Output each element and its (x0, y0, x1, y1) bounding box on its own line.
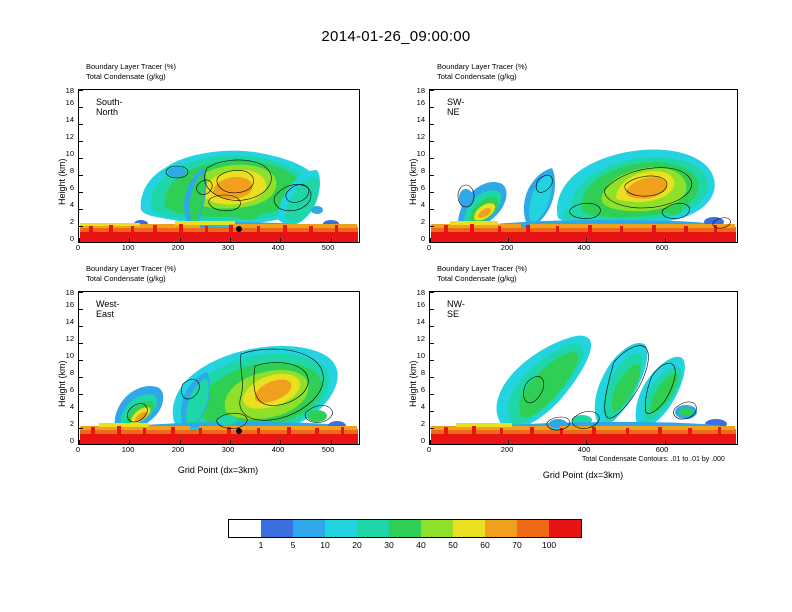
y-tickmark (430, 343, 434, 344)
colorbar-label-6: 50 (448, 540, 458, 550)
panel-label-west-east: West-East (96, 299, 120, 319)
x-axis-label-4: Grid Point (dx=3km) (542, 470, 624, 480)
colorbar-label-1: 5 (290, 540, 296, 550)
y-tick-3-5: 10 (65, 351, 74, 360)
x-tickmark (180, 440, 181, 444)
colorbar-labels (0, 540, 792, 554)
cross-section-plot-2 (430, 90, 737, 242)
x-tick-1-5: 500 (321, 243, 335, 252)
colorbar-swatch-6 (421, 520, 453, 537)
y-tickmark (430, 192, 434, 193)
x-tick-4-3: 600 (655, 445, 669, 454)
y-tick-4-8: 16 (416, 300, 425, 309)
y-tickmark (430, 377, 434, 378)
x-tickmark (79, 440, 80, 444)
colorbar-label-5: 40 (416, 540, 426, 550)
header-line-2-2: Total Condensate (g/kg) (437, 72, 517, 81)
y-tick-2-1: 2 (420, 217, 425, 226)
y-tickmark (430, 175, 434, 176)
plot-area-nw-se[interactable] (429, 291, 738, 445)
x-axis-label-3: Grid Point (dx=3km) (177, 465, 259, 475)
colorbar-label-3: 20 (352, 540, 362, 550)
y-tick-1-8: 16 (65, 98, 74, 107)
y-axis-label-2: Height (km) (408, 158, 418, 205)
y-tickmark (430, 411, 434, 412)
y-tickmark (79, 360, 83, 361)
plot-area-sw-ne[interactable] (429, 89, 738, 243)
y-tickmark (79, 141, 83, 142)
y-tick-4-2: 4 (420, 402, 425, 411)
y-tickmark (430, 394, 434, 395)
header-line-1-3: Boundary Layer Tracer (%) (86, 264, 177, 273)
x-tick-3-0: 0 (75, 445, 81, 454)
x-tick-3-1: 100 (121, 445, 135, 454)
y-tick-2-4: 8 (420, 166, 425, 175)
panel-header-4 (437, 264, 527, 284)
colorbar-swatch-5 (389, 520, 421, 537)
x-tick-1-0: 0 (75, 243, 81, 252)
y-tick-1-5: 10 (65, 149, 74, 158)
colorbar-label-8: 70 (512, 540, 522, 550)
plot-area-west-east[interactable] (78, 291, 360, 445)
colorbar-label-0: 1 (258, 540, 264, 550)
y-tick-3-2: 4 (69, 402, 74, 411)
y-tick-3-6: 12 (65, 334, 74, 343)
colorbar-swatch-10 (549, 520, 581, 537)
y-tick-4-5: 10 (416, 351, 425, 360)
y-tickmark (430, 90, 434, 91)
x-tickmark (331, 440, 332, 444)
colorbar-swatch-8 (485, 520, 517, 537)
y-tickmark (79, 175, 83, 176)
y-tickmark (430, 226, 434, 227)
x-tickmark (665, 238, 666, 242)
y-tick-3-3: 6 (69, 385, 74, 394)
colorbar[interactable] (228, 519, 582, 538)
y-tick-3-1: 2 (69, 419, 74, 428)
panel-header-1 (86, 62, 176, 82)
x-tickmark (280, 238, 281, 242)
y-tickmark (430, 124, 434, 125)
x-tickmark (331, 238, 332, 242)
x-tickmark (586, 238, 587, 242)
y-tick-2-0: 0 (420, 234, 425, 243)
x-tick-2-1: 200 (500, 243, 514, 252)
x-tickmark (230, 238, 231, 242)
y-tickmark (430, 309, 434, 310)
colorbar-swatch-1 (261, 520, 293, 537)
y-axis-label-4: Height (km) (408, 360, 418, 407)
y-tickmark (430, 141, 434, 142)
y-tickmark (79, 107, 83, 108)
x-tick-1-3: 300 (221, 243, 235, 252)
y-tick-1-6: 12 (65, 132, 74, 141)
y-tick-4-0: 0 (420, 436, 425, 445)
y-tickmark (430, 292, 434, 293)
x-tick-1-2: 200 (171, 243, 185, 252)
y-tick-3-4: 8 (69, 368, 74, 377)
colorbar-label-7: 60 (480, 540, 490, 550)
header-line-1-4: Boundary Layer Tracer (%) (437, 264, 528, 273)
y-tick-4-9: 18 (416, 288, 425, 297)
header-line-2: Total Condensate (g/kg) (86, 72, 166, 81)
y-tickmark (79, 209, 83, 210)
header-line-2-4: Total Condensate (g/kg) (437, 274, 517, 283)
y-tick-4-1: 2 (420, 419, 425, 428)
x-tick-2-0: 0 (426, 243, 432, 252)
y-tickmark (430, 326, 434, 327)
x-tick-3-5: 500 (321, 445, 335, 454)
header-line-2-3: Total Condensate (g/kg) (86, 274, 166, 283)
y-tickmark (79, 192, 83, 193)
y-tick-1-3: 6 (69, 183, 74, 192)
colorbar-swatch-3 (325, 520, 357, 537)
x-tickmark (180, 238, 181, 242)
y-tick-2-8: 16 (416, 98, 425, 107)
y-tickmark (79, 377, 83, 378)
y-tick-2-2: 4 (420, 200, 425, 209)
y-tick-4-7: 14 (416, 317, 425, 326)
x-tick-3-4: 400 (271, 445, 285, 454)
y-tick-4-4: 8 (420, 368, 425, 377)
y-tick-2-6: 12 (416, 132, 425, 141)
panel-label-nw-se: NW-SE (447, 299, 465, 319)
y-tickmark (79, 394, 83, 395)
y-tick-1-4: 8 (69, 166, 74, 175)
y-tickmark (79, 226, 83, 227)
x-tickmark (79, 238, 80, 242)
x-tickmark (430, 238, 431, 242)
panel-label-sw-ne: SW-NE (447, 97, 465, 117)
x-tick-1-4: 400 (271, 243, 285, 252)
x-tick-3-3: 300 (221, 445, 235, 454)
contour-note: Total Condensate Contours: .01 to .01 by .000 (582, 456, 725, 463)
y-tick-1-7: 14 (65, 115, 74, 124)
y-tickmark (79, 309, 83, 310)
y-tick-1-9: 18 (65, 86, 74, 95)
y-tick-3-8: 16 (65, 300, 74, 309)
x-tick-1-1: 100 (121, 243, 135, 252)
x-tick-4-1: 200 (500, 445, 514, 454)
colorbar-label-9: 100 (541, 540, 557, 550)
y-tick-2-3: 6 (420, 183, 425, 192)
y-axis-label-3: Height (km) (57, 360, 67, 407)
y-tickmark (79, 428, 83, 429)
x-tick-2-3: 600 (655, 243, 669, 252)
y-tick-4-3: 6 (420, 385, 425, 394)
x-tickmark (230, 440, 231, 444)
y-tick-2-9: 18 (416, 86, 425, 95)
cross-section-plot-3 (79, 292, 359, 444)
y-tick-1-2: 4 (69, 200, 74, 209)
x-tickmark (508, 238, 509, 242)
colorbar-label-4: 30 (384, 540, 394, 550)
y-tickmark (79, 292, 83, 293)
y-tickmark (79, 90, 83, 91)
y-tick-3-0: 0 (69, 436, 74, 445)
x-tickmark (508, 440, 509, 444)
y-tickmark (79, 124, 83, 125)
colorbar-swatch-7 (453, 520, 485, 537)
x-tickmark (586, 440, 587, 444)
y-tick-4-6: 12 (416, 334, 425, 343)
panel-header-2 (437, 62, 527, 82)
y-tickmark (79, 158, 83, 159)
y-tick-1-1: 2 (69, 217, 74, 226)
y-tickmark (430, 360, 434, 361)
y-tick-2-5: 10 (416, 149, 425, 158)
y-tickmark (79, 343, 83, 344)
x-tick-2-2: 400 (577, 243, 591, 252)
colorbar-label-2: 10 (320, 540, 330, 550)
x-tick-4-0: 0 (426, 445, 432, 454)
y-tickmark (430, 107, 434, 108)
x-tick-4-2: 400 (577, 445, 591, 454)
y-tickmark (430, 158, 434, 159)
x-tickmark (430, 440, 431, 444)
y-tickmark (79, 411, 83, 412)
y-tickmark (430, 209, 434, 210)
page-title: 2014-01-26_09:00:00 (321, 28, 471, 45)
colorbar-swatch-9 (517, 520, 549, 537)
y-tickmark (430, 428, 434, 429)
cross-section-plot-4 (430, 292, 737, 444)
x-tickmark (129, 440, 130, 444)
colorbar-swatch-2 (293, 520, 325, 537)
x-tickmark (280, 440, 281, 444)
header-line-1-2: Boundary Layer Tracer (%) (437, 62, 528, 71)
y-tickmark (79, 326, 83, 327)
y-tick-3-9: 18 (65, 288, 74, 297)
colorbar-swatch-0 (229, 520, 261, 537)
y-tick-3-7: 14 (65, 317, 74, 326)
y-axis-label-1: Height (km) (57, 158, 67, 205)
header-line-1: Boundary Layer Tracer (%) (86, 62, 177, 71)
x-tick-3-2: 200 (171, 445, 185, 454)
panel-label-south-north: South-North (96, 97, 123, 117)
colorbar-swatch-4 (357, 520, 389, 537)
y-tick-2-7: 14 (416, 115, 425, 124)
y-tick-1-0: 0 (69, 234, 74, 243)
x-tickmark (665, 440, 666, 444)
x-tickmark (129, 238, 130, 242)
panel-header-3 (86, 264, 176, 284)
